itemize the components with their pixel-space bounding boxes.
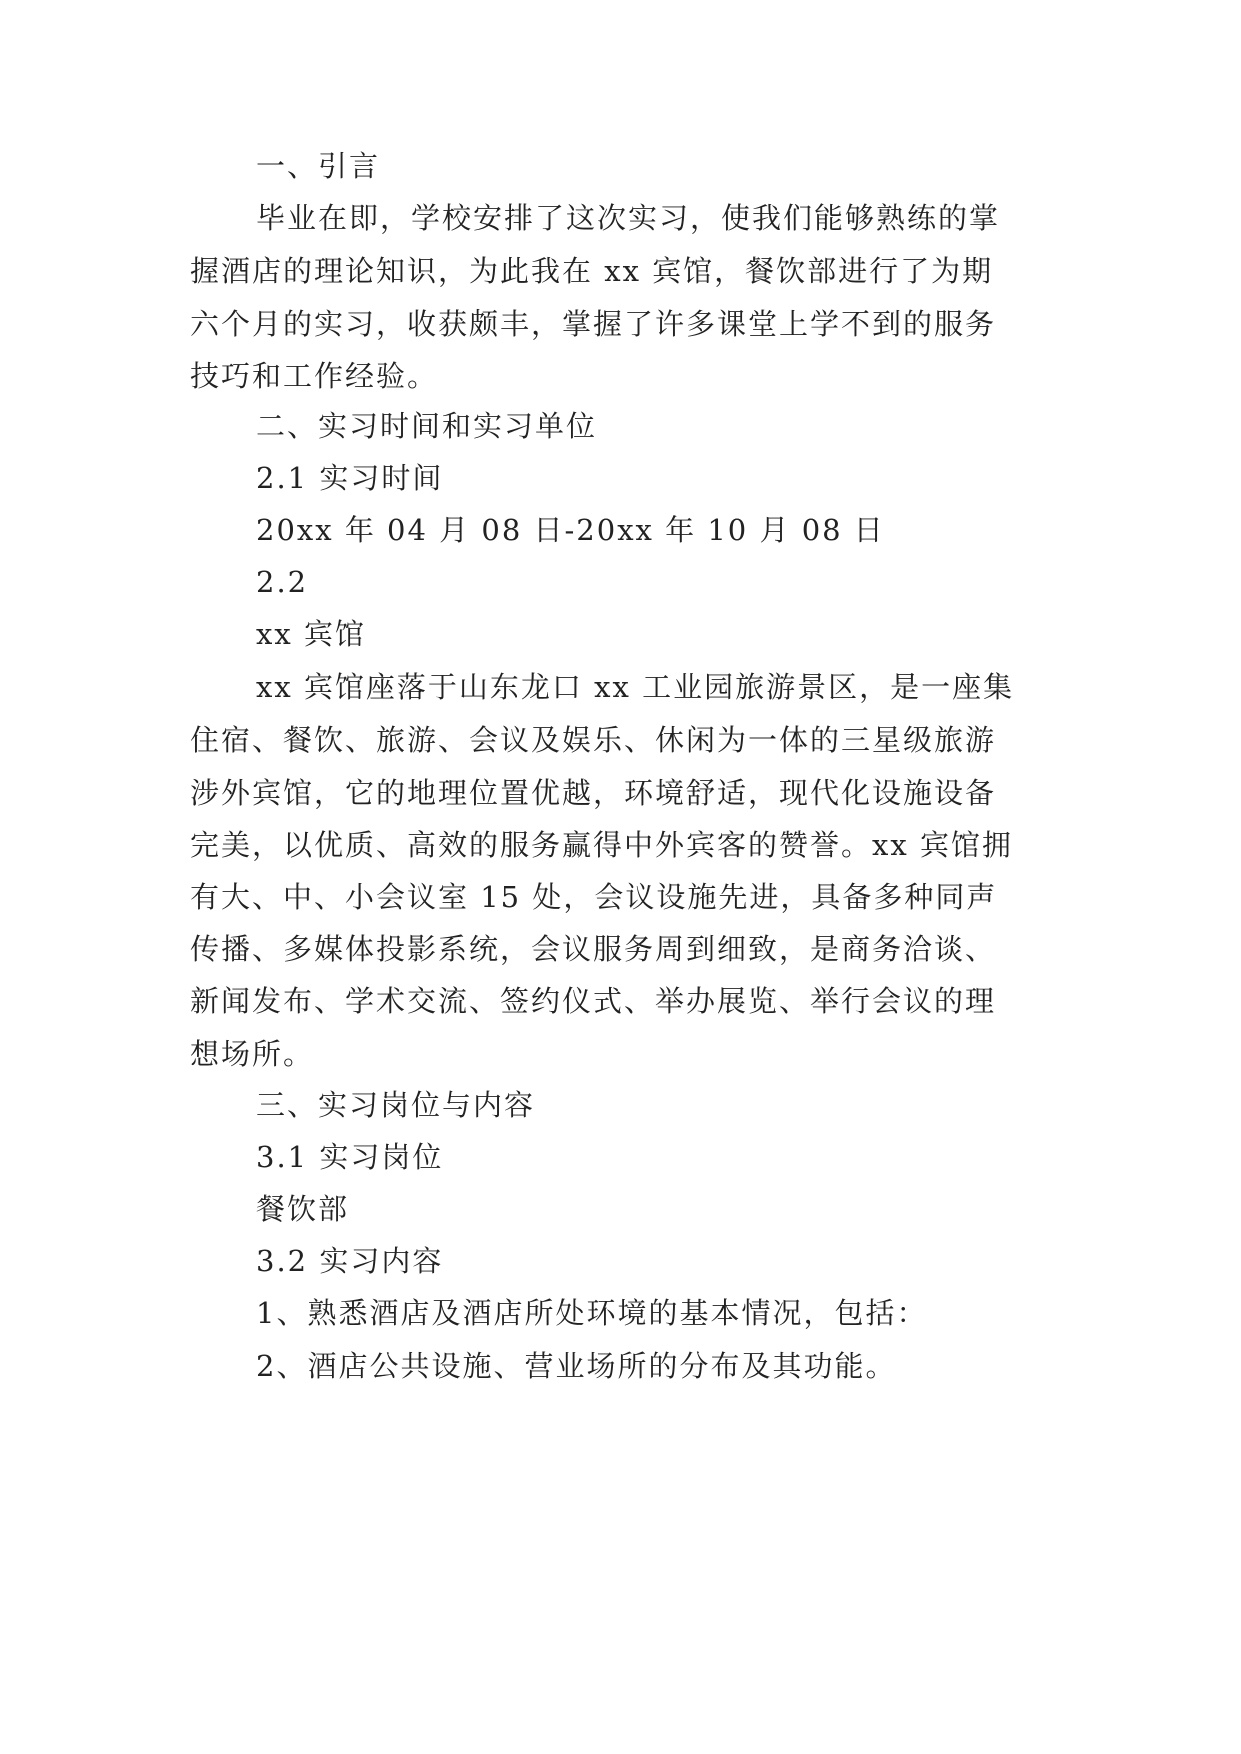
text-line: 毕业在即，学校安排了这次实习，使我们能够熟练的掌 bbox=[256, 201, 1001, 235]
heading-introduction: 一、引言 bbox=[256, 149, 381, 183]
list-item: 2、酒店公共设施、营业场所的分布及其功能。 bbox=[256, 1349, 897, 1383]
text-line: 住宿、餐饮、旅游、会议及娱乐、休闲为一体的三星级旅游 bbox=[190, 723, 997, 757]
heading-position-and-content: 三、实习岗位与内容 bbox=[256, 1088, 536, 1122]
text-line: 六个月的实习，收获颇丰，掌握了许多课堂上学不到的服务 bbox=[190, 307, 997, 341]
subheading-number: 2.2 bbox=[256, 565, 309, 599]
text-line: 有大、中、小会议室 15 处，会议设施先进，具备多种同声 bbox=[190, 880, 998, 914]
text-line: 涉外宾馆，它的地理位置优越，环境舒适，现代化设施设备 bbox=[190, 776, 997, 810]
text-line: 新闻发布、学术交流、签约仪式、举办展览、举行会议的理 bbox=[190, 984, 997, 1018]
text-line: 想场所。 bbox=[190, 1037, 315, 1071]
internship-date-range: 20xx 年 04 月 08 日-20xx 年 10 月 08 日 bbox=[256, 513, 885, 547]
text-line: 传播、多媒体投影系统，会议服务周到细致，是商务洽谈、 bbox=[190, 932, 997, 966]
subheading-internship-content: 3.2 实习内容 bbox=[256, 1244, 444, 1278]
subheading-internship-position: 3.1 实习岗位 bbox=[256, 1140, 444, 1174]
subheading-internship-time: 2.1 实习时间 bbox=[256, 461, 444, 495]
text-line: 技巧和工作经验。 bbox=[190, 359, 439, 393]
text-line: xx 宾馆座落于山东龙口 xx 工业园旅游景区，是一座集 bbox=[256, 670, 1015, 704]
text-line: 握酒店的理论知识，为此我在 xx 宾馆，餐饮部进行了为期 bbox=[190, 254, 994, 288]
list-item: 1、熟悉酒店及酒店所处环境的基本情况，包括： bbox=[256, 1296, 928, 1330]
text-line: 完美，以优质、高效的服务赢得中外宾客的赞誉。xx 宾馆拥 bbox=[190, 828, 1013, 862]
hotel-name: xx 宾馆 bbox=[256, 617, 366, 651]
heading-internship-time-and-unit: 二、实习时间和实习单位 bbox=[256, 409, 598, 443]
department-name: 餐饮部 bbox=[256, 1192, 350, 1226]
